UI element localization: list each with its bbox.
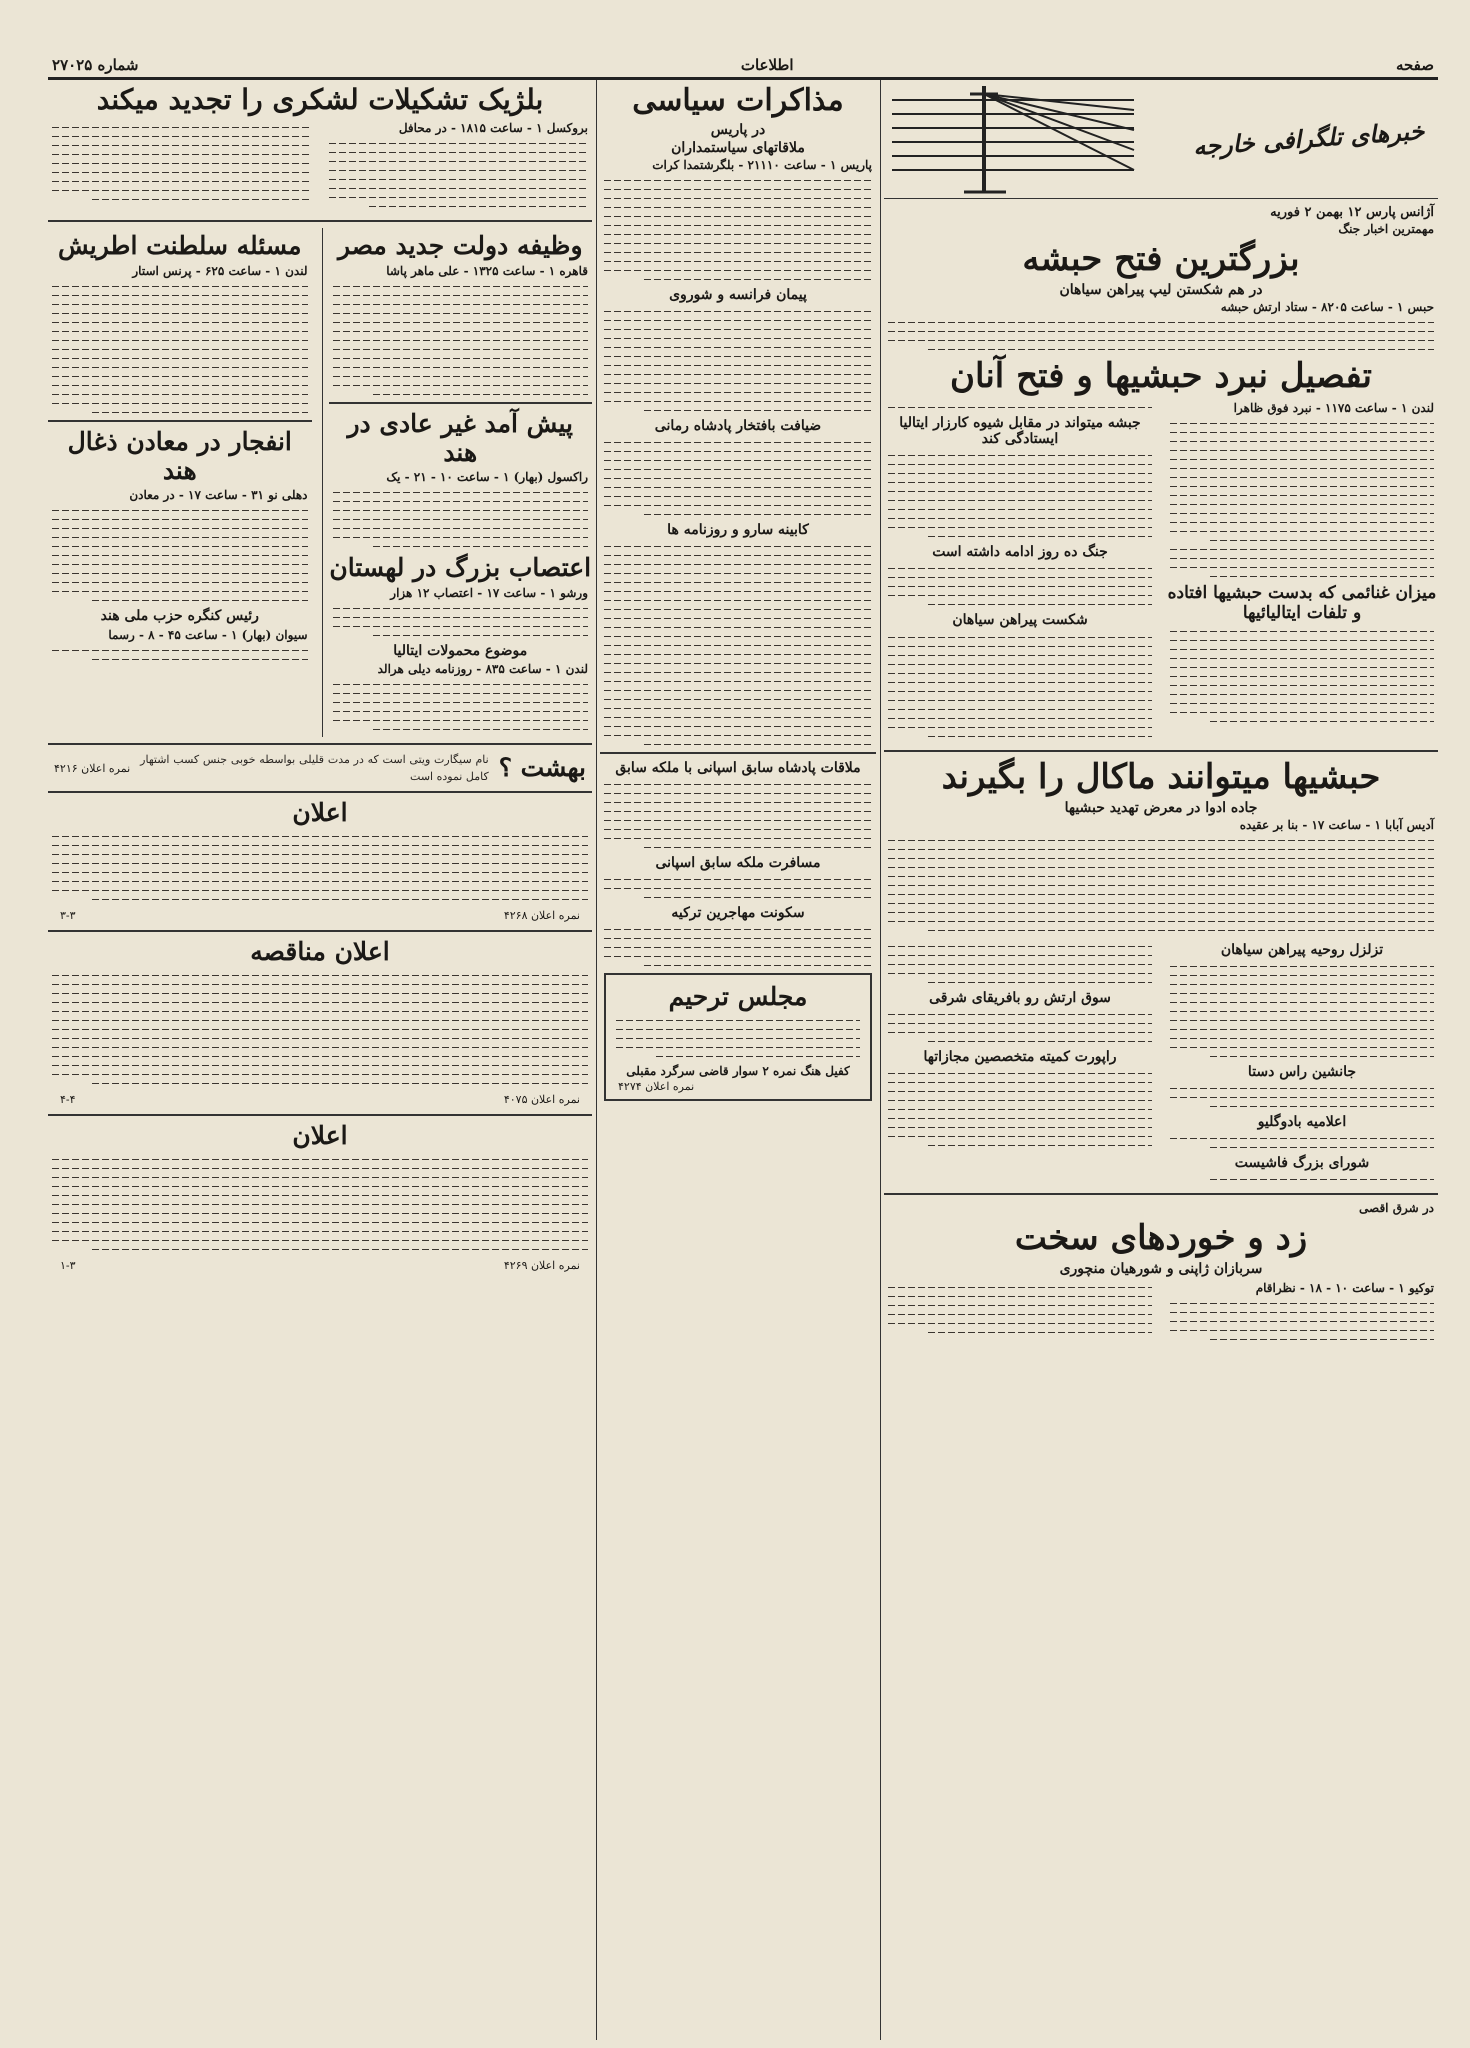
article-body <box>333 492 589 547</box>
memorial-ad-number: نمره اعلان ۴۲۷۴ <box>618 1079 695 1093</box>
hiring-ad-number: نمره اعلان ۴۲۶۹ <box>503 1258 580 1272</box>
article-body <box>604 442 872 515</box>
article-body <box>888 946 1152 983</box>
logo-text: خبرهای تلگرافی خارجه <box>1191 115 1425 162</box>
article-body <box>1170 1138 1434 1148</box>
article-body <box>604 311 872 411</box>
article-body <box>1170 549 1434 577</box>
memorial-notice <box>604 973 872 1101</box>
behesht-title: بهشت ؟ <box>498 752 586 782</box>
section-far-east: در شرق اقصی <box>1359 1201 1434 1216</box>
headline-india-incident: پیش آمد غیر عادی در هند <box>347 408 573 467</box>
article-body <box>604 180 872 280</box>
tender-notice-title: اعلان مناقصه <box>250 937 390 967</box>
article-body <box>888 322 1434 350</box>
masthead <box>48 51 1438 80</box>
article-body <box>1170 423 1434 541</box>
subheadline: ملاقاتهای سیاستمداران <box>671 139 805 156</box>
dateline: راکسول (بهار) ۱ - ساعت ۱۰ - ۲۱ - یک <box>386 470 588 485</box>
tender-notice-body <box>52 975 588 1084</box>
column-right <box>884 80 1438 2040</box>
subhead-ten-days: جنگ ده روز ادامه داشته است <box>932 544 1108 561</box>
article-body <box>888 1014 1152 1042</box>
section-kicker: مهمترین اخبار جنگ <box>1338 222 1434 236</box>
hiring-notice-body <box>52 1159 588 1250</box>
article-body <box>333 608 589 636</box>
hiring-run-count: ۱-۳ <box>60 1258 76 1272</box>
two-column-article <box>884 1279 1438 1347</box>
masthead-title: اطلاعات <box>740 56 794 74</box>
article-body <box>1170 966 1434 1057</box>
notice-title: اعلان <box>292 798 348 828</box>
subhead-spanish-queen-trip: مسافرت ملکه سابق اسپانی <box>655 854 821 871</box>
subheadline: در هم شکستن لیپ پیراهن سیاهان <box>1059 282 1263 299</box>
subhead-turkish-migrants: سکونت مهاجرین ترکیه <box>671 904 805 921</box>
two-column-block <box>48 228 592 737</box>
article-subcolumn-right <box>322 228 593 737</box>
subhead-romanian-king-banquet: ضیافت بافتخار پادشاه رمانی <box>654 417 822 434</box>
subhead-franco-soviet-pact: پیمان فرانسه و شوروی <box>669 286 807 303</box>
article-body <box>333 286 589 395</box>
foreign-telegrams-logo <box>884 80 1438 199</box>
article-body <box>1170 1303 1434 1340</box>
subheadline: جاده ادوا در معرض تهدید حبشیها <box>1064 799 1258 816</box>
dateline: سیوان (بهار) ۱ - ساعت ۴۵ - ۸ - رسما <box>108 627 308 642</box>
dateline: لندن ۱ - ساعت ۱۱۷۵ - نبرد فوق ظاهرا <box>1233 401 1434 416</box>
masthead-page-label: صفحه <box>1395 56 1434 74</box>
article-body <box>604 546 872 745</box>
article-subcolumn-right <box>325 119 592 214</box>
article-body <box>52 127 311 200</box>
article-body <box>52 650 308 660</box>
article-subcolumn-left <box>884 399 1156 743</box>
dateline: توکیو ۱ - ساعت ۱۰ - ۱۸ - نظراقام <box>1255 1281 1434 1296</box>
subhead-troops-africa: سوق ارتش رو بافریقای شرقی <box>929 989 1111 1006</box>
subhead-italian-shipments: موضوع محمولات ایتالیا <box>393 643 528 660</box>
behesht-text: نام سیگارت ویتی است که در مدت قلیلی بواسطه خوبی جنس کسب اشتهار کامل نموده است <box>140 753 489 784</box>
notice-footer <box>54 1257 586 1274</box>
dateline: لندن ۱ - ساعت ۶۲۵ - پرنس استار <box>132 263 308 278</box>
article-body <box>333 684 589 730</box>
news-agency-line: آژانس پارس ۱۲ بهمن ۲ فوریه <box>1270 205 1434 220</box>
memorial-signature: کفیل هنگ نمره ۲ سوار قاضی سرگرد مقبلی <box>626 1063 850 1078</box>
subhead-sarraut-cabinet: کابینه سارو و روزنامه ها <box>667 521 809 538</box>
article-subcolumn-left <box>48 228 312 737</box>
article-body <box>888 407 1152 408</box>
memorial-title: مجلس ترحیم <box>668 982 808 1012</box>
article-body <box>52 286 308 413</box>
memorial-body <box>616 1020 860 1057</box>
dateline: ورشو ۱ - ساعت ۱۷ - اعتصاب ۱۲ هزار <box>390 586 588 601</box>
behesht-ad-number: نمره اعلان ۴۲۱۶ <box>54 761 131 775</box>
article-subcolumn-right <box>1166 1279 1438 1347</box>
column-left <box>48 80 592 2040</box>
article-body <box>888 840 1434 931</box>
subhead-fascist-council: شورای بزرگ فاشیست <box>1234 1154 1370 1171</box>
two-column-article <box>48 119 592 214</box>
column-rule <box>596 80 597 2040</box>
subhead-spanish-king-meeting: ملاقات پادشاه سابق اسپانی با ملکه سابق <box>615 759 861 776</box>
article-body <box>1170 1088 1434 1107</box>
subhead-resist: جبشه میتواند در مقابل شیوه کارزار ایتالیا ایستادگی کند <box>899 415 1141 448</box>
notice-footer <box>54 1091 586 1108</box>
article-subcolumn-left <box>48 119 315 214</box>
headline-austria-monarchy: مسئله سلطنت اطریش <box>57 231 302 261</box>
article-body <box>888 455 1152 537</box>
article-body <box>888 568 1152 605</box>
dateline: بروکسل ۱ - ساعت ۱۸۱۵ - در محافل <box>398 121 588 136</box>
notice-footer <box>54 907 586 924</box>
article-body <box>604 929 872 966</box>
article-body <box>888 1073 1152 1146</box>
headline-india-coal-explosion: انفجار در معادن ذغال هند <box>67 426 292 485</box>
notice-ad-number: نمره اعلان ۴۲۶۸ <box>503 909 580 923</box>
article-body <box>888 637 1152 737</box>
headline-poland-strike: اعتصاب بزرگ در لهستان <box>329 553 592 583</box>
subhead-spoils: میزان غنائمی که بدست حبشیها افتاده و تلفات ایتالیائیها <box>1167 583 1437 623</box>
notice-run-count: ۳-۳ <box>60 909 76 923</box>
subheadline: سربازان ژاپنی و شورهیان منچوری <box>1059 1261 1263 1278</box>
dateline: آدیس آبابا ۱ - ساعت ۱۷ - بنا بر عقیده <box>1239 817 1434 832</box>
subhead-badoglio: اعلامیه بادوگلیو <box>1257 1113 1347 1130</box>
headline-battle-details: تفصیل نبرد حبشیها و فتح آنان <box>950 356 1372 397</box>
dateline: دهلی نو ۳۱ - ساعت ۱۷ - در معادن <box>129 488 308 503</box>
two-column-article <box>884 938 1438 1187</box>
headline-egypt-government: وظیفه دولت جدید مصر <box>337 231 583 261</box>
behesht-cigarette-ad <box>54 751 586 785</box>
article-subcolumn-left <box>884 938 1156 1187</box>
headline-makale: حبشیها میتوانند ماکال را بگیرند <box>941 756 1381 797</box>
two-column-article <box>884 399 1438 743</box>
article-subcolumn-right <box>1166 938 1438 1187</box>
headline-ethiopia-victory: بزرگترین فتح حبشه <box>1022 239 1300 279</box>
article-subcolumn-right <box>1166 399 1438 743</box>
article-body <box>604 879 872 898</box>
column-rule <box>880 80 881 2040</box>
masthead-issue-number: شماره ۲۷۰۲۵ <box>52 56 139 74</box>
column-middle <box>600 80 876 2040</box>
headline-political-talks: مذاکرات سیاسی <box>632 83 844 118</box>
dateline: لندن ۱ - ساعت ۸۳۵ - روزنامه دیلی هرالد <box>377 662 588 677</box>
tender-run-count: ۴-۴ <box>60 1092 76 1106</box>
tender-ad-number: نمره اعلان ۴۰۷۵ <box>503 1092 580 1106</box>
subheadline: در پاریس <box>710 121 766 138</box>
headline-clashes: زد و خوردهای سخت <box>1014 1218 1308 1259</box>
hiring-notice-title: اعلان <box>292 1120 348 1150</box>
headline-belgium: بلژیک تشکیلات لشکری را تجدید میکند <box>96 83 544 116</box>
dateline: قاهره ۱ - ساعت ۱۳۲۵ - علی ماهر پاشا <box>386 263 588 278</box>
dateline: حبس ۱ - ساعت ۸۲۰۵ - ستاد ارتش حبشه <box>1220 300 1434 315</box>
subhead-successor: جانشین راس دستا <box>1247 1063 1357 1080</box>
article-body <box>888 1287 1152 1333</box>
article-body <box>1170 631 1434 722</box>
article-body <box>329 143 588 207</box>
subhead-morale: تزلزل روحیه پیراهن سیاهان <box>1220 941 1384 958</box>
subhead-sanctions-report: راپورت کمیته متخصصین مجازاتها <box>923 1048 1117 1065</box>
article-body <box>1170 1179 1434 1180</box>
subhead-congress-president: رئیس کنگره حزب ملی هند <box>100 608 259 625</box>
article-body <box>604 784 872 848</box>
notice-body <box>52 836 588 900</box>
dateline: پاریس ۱ - ساعت ۲۱۱۱۰ - بلگرشتمدا کرات <box>652 157 872 172</box>
article-subcolumn-left <box>884 1279 1156 1347</box>
subhead-blackshirts-defeat: شکست پیراهن سیاهان <box>952 612 1088 629</box>
article-body <box>52 510 308 601</box>
